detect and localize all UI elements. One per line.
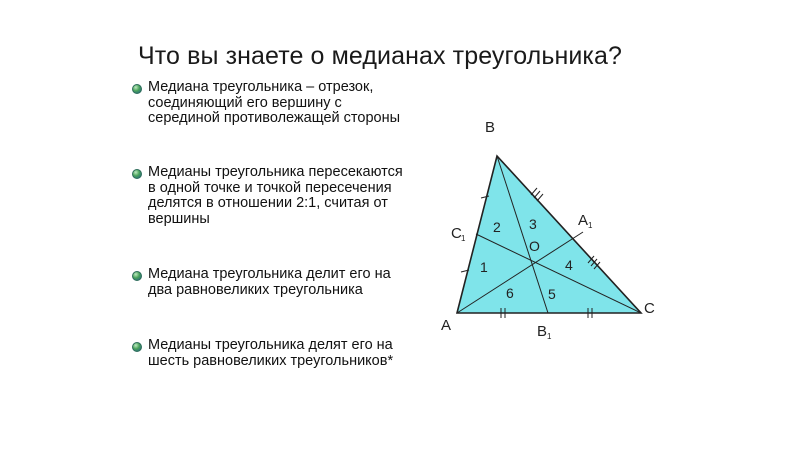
vertex-label-c: C bbox=[644, 300, 655, 317]
region-label-2: 2 bbox=[493, 219, 501, 235]
vertex-label-b1: B bbox=[537, 323, 548, 340]
vertex-label-c1: C bbox=[451, 225, 462, 242]
region-label-6: 6 bbox=[506, 285, 514, 301]
centroid-label-o: O bbox=[529, 238, 540, 254]
region-label-5: 5 bbox=[548, 286, 556, 302]
region-label-4: 4 bbox=[565, 257, 573, 273]
bullet-text: Медианы треугольника пересекаются в одной точке и точкой пересечения делятся в отношении 2:1, считая от вершины bbox=[148, 164, 403, 227]
bullet-text: Медианы треугольника делят его на шесть равновеликих треугольников* bbox=[148, 337, 394, 369]
region-label-3: 3 bbox=[529, 216, 537, 232]
vertex-label-a1: A bbox=[578, 212, 589, 229]
vertex-label-b: B bbox=[485, 119, 496, 136]
bullet-text: Медиана треугольника – отрезок, соединяющий его вершину с серединой противолежащей стороны bbox=[148, 79, 401, 126]
vertex-label-c1-subscript: 1 bbox=[461, 234, 466, 243]
vertex-label-b1-subscript: 1 bbox=[547, 332, 552, 341]
bullet-text: Медиана треугольника делит его на два равновеликих треугольника bbox=[148, 266, 391, 298]
region-label-1: 1 bbox=[480, 259, 488, 275]
slide-title: Что вы знаете о медианах треугольника? bbox=[138, 42, 623, 70]
vertex-label-a1-subscript: 1 bbox=[588, 221, 593, 230]
vertex-label-a: A bbox=[441, 317, 452, 334]
